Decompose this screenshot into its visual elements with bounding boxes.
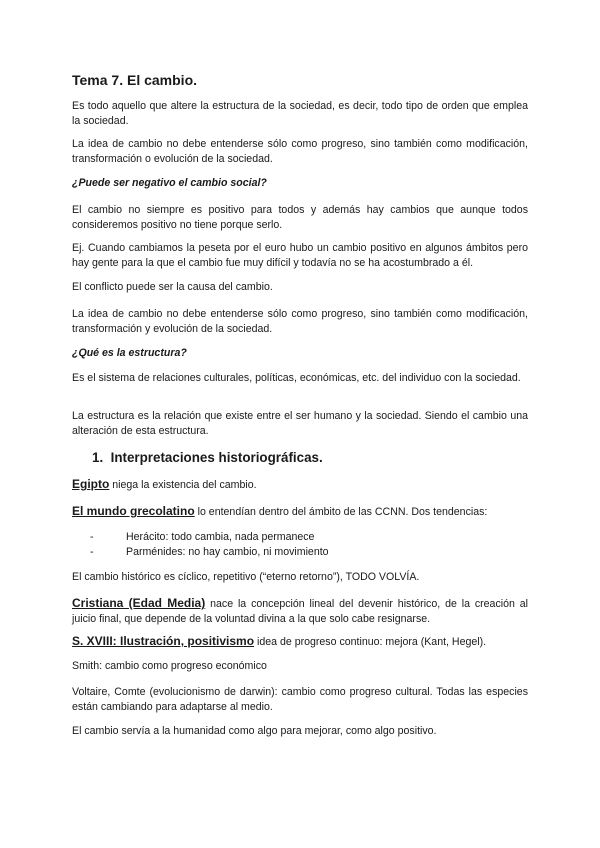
paragraph: Smith: cambio como progreso económico	[72, 660, 267, 672]
text: idea de progreso continuo: mejora (Kant, Hegel).	[254, 636, 487, 648]
paragraph: La idea de cambio no debe entenderse sólo como progreso, sino también como modificación, transformación o evolución de la sociedad.	[72, 138, 528, 165]
text: nace la concepción lineal del devenir histórico, de la creación al juicio final, que depende de la voluntad divina a la que solo cabe resignarse.	[72, 598, 529, 625]
text: niega la existencia del cambio.	[109, 479, 257, 491]
page-title: Tema 7. El cambio.	[72, 72, 198, 88]
paragraph-egipto	[72, 477, 528, 493]
list-item	[90, 545, 528, 560]
paragraph-grecolatino	[72, 504, 528, 520]
dash: -	[90, 531, 94, 543]
text: Parménides: no hay cambio, ni movimiento	[126, 546, 329, 558]
paragraph: Voltaire, Comte (evolucionismo de darwin): cambio como progreso cultural. Todas las especies están cambiando para adaptarse al medio.	[72, 686, 528, 713]
term: Cristiana (Edad Media)	[72, 596, 206, 610]
paragraph: La idea de cambio no debe entenderse sólo como progreso, sino también como modificación, transformación y evolución de la sociedad.	[72, 308, 528, 335]
paragraph: La estructura es la relación que existe entre el ser humano y la sociedad. Siendo el cambio una alteración de esta estructura.	[72, 410, 528, 437]
paragraph: El conflicto puede ser la causa del cambio.	[72, 281, 273, 293]
term: S. XVIII: Ilustración, positivismo	[72, 634, 255, 648]
bullet-list	[72, 530, 528, 560]
paragraph-sxviii	[72, 634, 528, 650]
paragraph-cristiana	[72, 596, 528, 627]
paragraph: Ej. Cuando cambiamos la peseta por el euro hubo un cambio positivo en algunos ámbitos pero hay gente para la que el cambio fue muy difícil y todavía no se ha acostumbrado a él.	[72, 242, 528, 269]
paragraph: El cambio no siempre es positivo para todos y además hay cambios que aunque todos consideremos positivo no tiene porque serlo.	[72, 204, 528, 231]
text: Herácito: todo cambia, nada permanece	[126, 531, 315, 543]
term: El mundo grecolatino	[72, 504, 195, 518]
dash: -	[90, 546, 94, 558]
term: Egipto	[72, 477, 110, 491]
question-heading: ¿Puede ser negativo el cambio social?	[72, 177, 267, 189]
list-item	[90, 530, 528, 545]
paragraph: Es el sistema de relaciones culturales, políticas, económicas, etc. del individuo con la sociedad.	[72, 372, 521, 384]
paragraph: Es todo aquello que altere la estructura de la sociedad, es decir, todo tipo de orden que emplea la sociedad.	[72, 100, 528, 127]
question-heading: ¿Qué es la estructura?	[72, 347, 187, 359]
text: lo entendían dentro del ámbito de las CCNN. Dos tendencias:	[194, 506, 488, 518]
paragraph: El cambio histórico es cíclico, repetitivo (“eterno retorno”), TODO VOLVÍA.	[72, 571, 420, 583]
paragraph: El cambio servía a la humanidad como algo para mejorar, como algo positivo.	[72, 725, 437, 737]
section-heading: 1. Interpretaciones historiográficas.	[92, 450, 323, 465]
